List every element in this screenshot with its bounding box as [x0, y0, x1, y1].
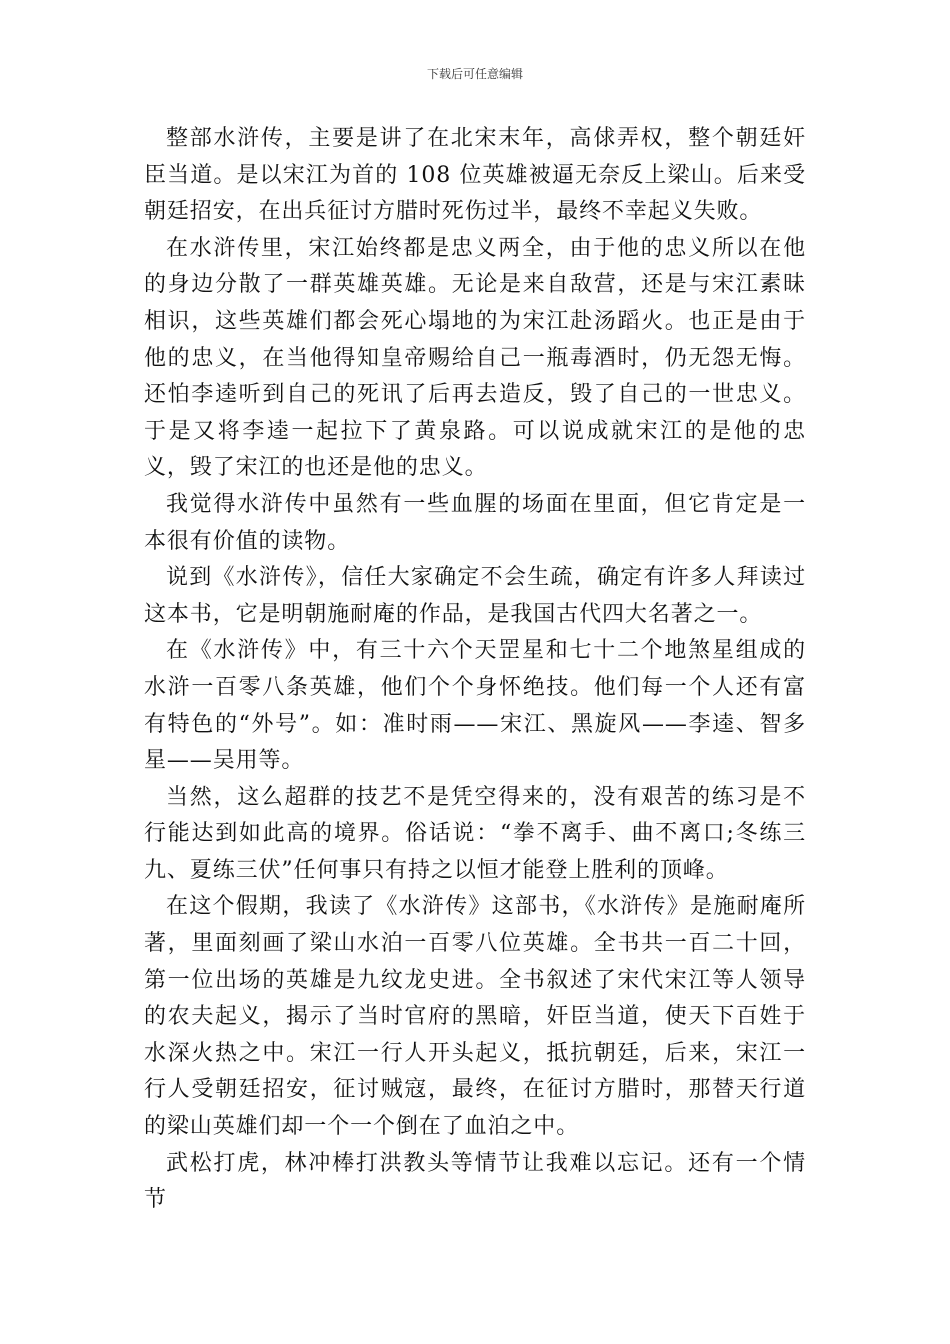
paragraph-3: 我觉得水浒传中虽然有一些血腥的场面在里面，但它肯定是一本很有价值的读物。 [144, 491, 806, 554]
paragraph-5: 在《水浒传》中，有三十六个天罡星和七十二个地煞星组成的水浒一百零八条英雄，他们个个身怀绝技。他们每一个人还有富有特色的“外号”。如：准时雨——宋江、黑旋风——李逵、智多星——吴用等。 [144, 638, 806, 774]
page-header-note: 下载后可任意编辑 [426, 67, 523, 81]
document-body [144, 121, 806, 1219]
paragraph-4: 说到《水浒传》，信任大家确定不会生疏，确定有许多人拜读过这本书，它是明朝施耐庵的作品，是我国古代四大名著之一。 [144, 565, 806, 627]
paragraph-8: 武松打虎，林冲棒打洪教头等情节让我难以忘记。还有一个情节 [144, 1150, 806, 1213]
paragraph-1: 整部水浒传，主要是讲了在北宋末年，高俅弄权，整个朝廷奸臣当道。是以宋江为首的 108 位英雄被逼无奈反上梁山。后来受朝廷招安，在出兵征讨方腊时死伤过半，最终不幸起义失败。 [144, 126, 806, 225]
paragraph-2: 在水浒传里，宋江始终都是忠义两全，由于他的忠义所以在他的身边分散了一群英雄英雄。无论是来自敌营，还是与宋江素昧相识，这些英雄们都会死心塌地的为宋江赴汤蹈火。也正是由于他的忠义，在当他得知皇帝赐给自己一瓶毒酒时，仍无怨无悔。还怕李逵听到自己的死讯了后再去造反，毁了自己的一世忠义。于是又将李逵一起拉下了黄泉路。可以说成就宋江的是他的忠义，毁了宋江的也还是他的忠义。 [144, 235, 806, 481]
paragraph-6: 当然，这么超群的技艺不是凭空得来的，没有艰苦的练习是不行能达到如此高的境界。俗话说：“拳不离手、曲不离口;冬练三九、夏练三伏”任何事只有持之以恒才能登上胜利的顶峰。 [144, 784, 806, 883]
paragraph-7: 在这个假期，我读了《水浒传》这部书，《水浒传》是施耐庵所著，里面刻画了梁山水泊一百零八位英雄。全书共一百二十回，第一位出场的英雄是九纹龙史进。全书叙述了宋代宋江等人领导的农夫起义，揭示了当时官府的黑暗，奸臣当道，使天下百姓于水深火热之中。宋江一行人开头起义，抵抗朝廷，后来，宋江一行人受朝廷招安，征讨贼寇，最终，在征讨方腊时，那替天行道的梁山英雄们却一个一个倒在了血泊之中。 [144, 894, 806, 1140]
